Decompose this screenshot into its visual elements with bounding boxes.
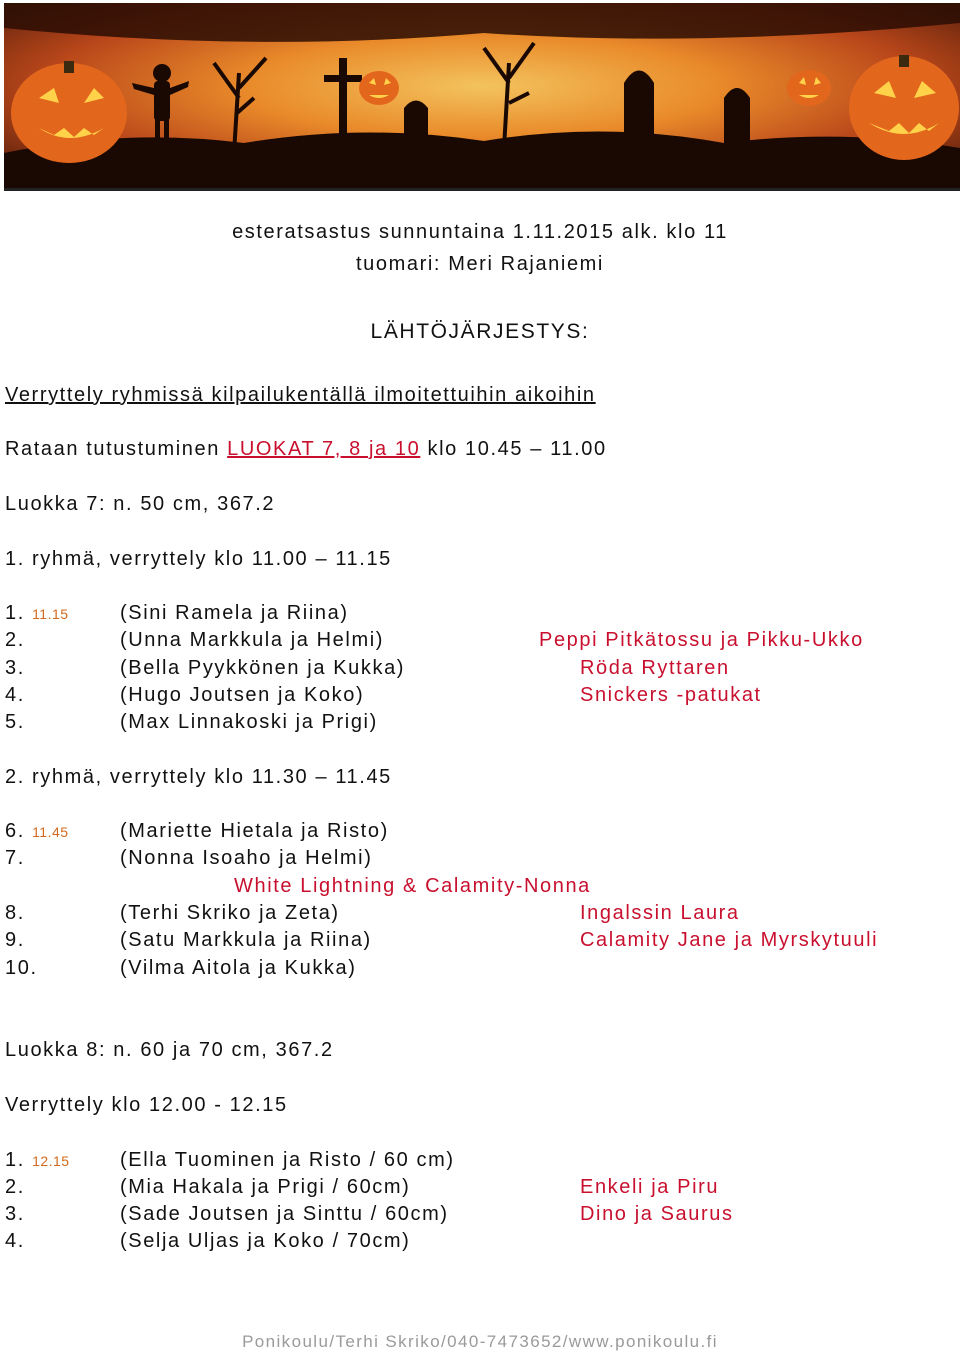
cross-icon xyxy=(324,58,362,143)
entry-horse-team: Calamity Jane ja Myrskytuuli xyxy=(580,929,879,951)
pumpkin-icon xyxy=(787,70,831,106)
track-walk-prefix: Rataan tutustuminen xyxy=(5,438,228,460)
track-walk-link[interactable]: LUOKAT 7, 8 ja 10 xyxy=(227,438,421,460)
entry-number: 9. xyxy=(5,929,25,951)
entry-number: 2. xyxy=(5,1176,25,1198)
entry-horse-team: Snickers -patukat xyxy=(580,684,762,706)
entry-rider: (Unna Markkula ja Helmi) xyxy=(120,629,385,651)
entry-number: 5. xyxy=(5,711,25,733)
entry-number: 8. xyxy=(5,902,25,924)
entry-number: 6. 11.45 xyxy=(5,820,69,842)
entry-number: 1. 11.15 xyxy=(5,602,69,624)
warmup-info: Verryttely ryhmissä kilpailukentällä ilmoitettuihin aikoihin xyxy=(5,384,596,406)
zombie-icon xyxy=(132,64,189,148)
start-time: 11.15 xyxy=(32,606,69,622)
entry-number: 3. xyxy=(5,657,25,679)
entry-number: 3. xyxy=(5,1203,25,1225)
banner-top-shadow xyxy=(4,3,960,42)
entry-rider: (Sini Ramela ja Riina) xyxy=(120,602,349,624)
class7-group1-heading: 1. ryhmä, verryttely klo 11.00 – 11.15 xyxy=(5,548,392,570)
entry-horse-team: Ingalssin Laura xyxy=(580,902,740,924)
entry-rider: (Satu Markkula ja Riina) xyxy=(120,929,372,951)
judge-line: tuomari: Meri Rajaniemi xyxy=(356,253,604,275)
entry-number: 1. 12.15 xyxy=(5,1149,70,1171)
class7-title: Luokka 7: n. 50 cm, 367.2 xyxy=(5,493,276,515)
pumpkin-icon xyxy=(11,61,127,163)
entry-rider: (Ella Tuominen ja Risto / 60 cm) xyxy=(120,1149,455,1171)
start-time: 11.45 xyxy=(32,824,69,840)
pumpkin-icon xyxy=(849,55,959,160)
entry-rider: (Bella Pyykkönen ja Kukka) xyxy=(120,657,406,679)
entry-rider: (Terhi Skriko ja Zeta) xyxy=(120,902,340,924)
entry-rider: (Mia Hakala ja Prigi / 60cm) xyxy=(120,1176,411,1198)
entry-rider: (Hugo Joutsen ja Koko) xyxy=(120,684,365,706)
halloween-banner xyxy=(4,3,960,191)
entry-number: 7. xyxy=(5,847,25,869)
entry-horse-team: Röda Ryttaren xyxy=(580,657,730,679)
entry-number: 4. xyxy=(5,1230,25,1252)
entry-rider: (Selja Uljas ja Koko / 70cm) xyxy=(120,1230,411,1252)
entry-rider: (Nonna Isoaho ja Helmi) xyxy=(120,847,373,869)
track-walk-line xyxy=(5,437,607,461)
entry-number: 4. xyxy=(5,684,25,706)
entry-rider: (Mariette Hietala ja Risto) xyxy=(120,820,389,842)
ground-silhouette-icon xyxy=(4,131,960,188)
entry-number: 10. xyxy=(5,957,38,979)
entry-horse-team: White Lightning & Calamity-Nonna xyxy=(234,875,591,897)
track-walk-time: klo 10.45 – 11.00 xyxy=(420,438,607,460)
start-time: 12.15 xyxy=(32,1153,70,1169)
entry-rider: (Vilma Aitola ja Kukka) xyxy=(120,957,357,979)
footer-contact: Ponikoulu/Terhi Skriko/040-7473652/www.ponikoulu.fi xyxy=(242,1332,718,1351)
class7-group2-heading: 2. ryhmä, verryttely klo 11.30 – 11.45 xyxy=(5,766,392,788)
entry-horse-team: Enkeli ja Piru xyxy=(580,1176,720,1198)
page-title: LÄHTÖJÄRJESTYS: xyxy=(370,320,590,343)
entry-number: 2. xyxy=(5,629,25,651)
pumpkin-icon xyxy=(359,71,399,105)
event-title: esteratsastus sunnuntaina 1.11.2015 alk. klo 11 xyxy=(232,221,728,243)
entry-rider: (Sade Joutsen ja Sinttu / 60cm) xyxy=(120,1203,449,1225)
class8-warmup-heading: Verryttely klo 12.00 - 12.15 xyxy=(5,1094,288,1116)
class8-title: Luokka 8: n. 60 ja 70 cm, 367.2 xyxy=(5,1039,334,1061)
entry-rider: (Max Linnakoski ja Prigi) xyxy=(120,711,378,733)
entry-horse-team: Peppi Pitkätossu ja Pikku-Ukko xyxy=(539,629,864,651)
entry-horse-team: Dino ja Saurus xyxy=(580,1203,734,1225)
